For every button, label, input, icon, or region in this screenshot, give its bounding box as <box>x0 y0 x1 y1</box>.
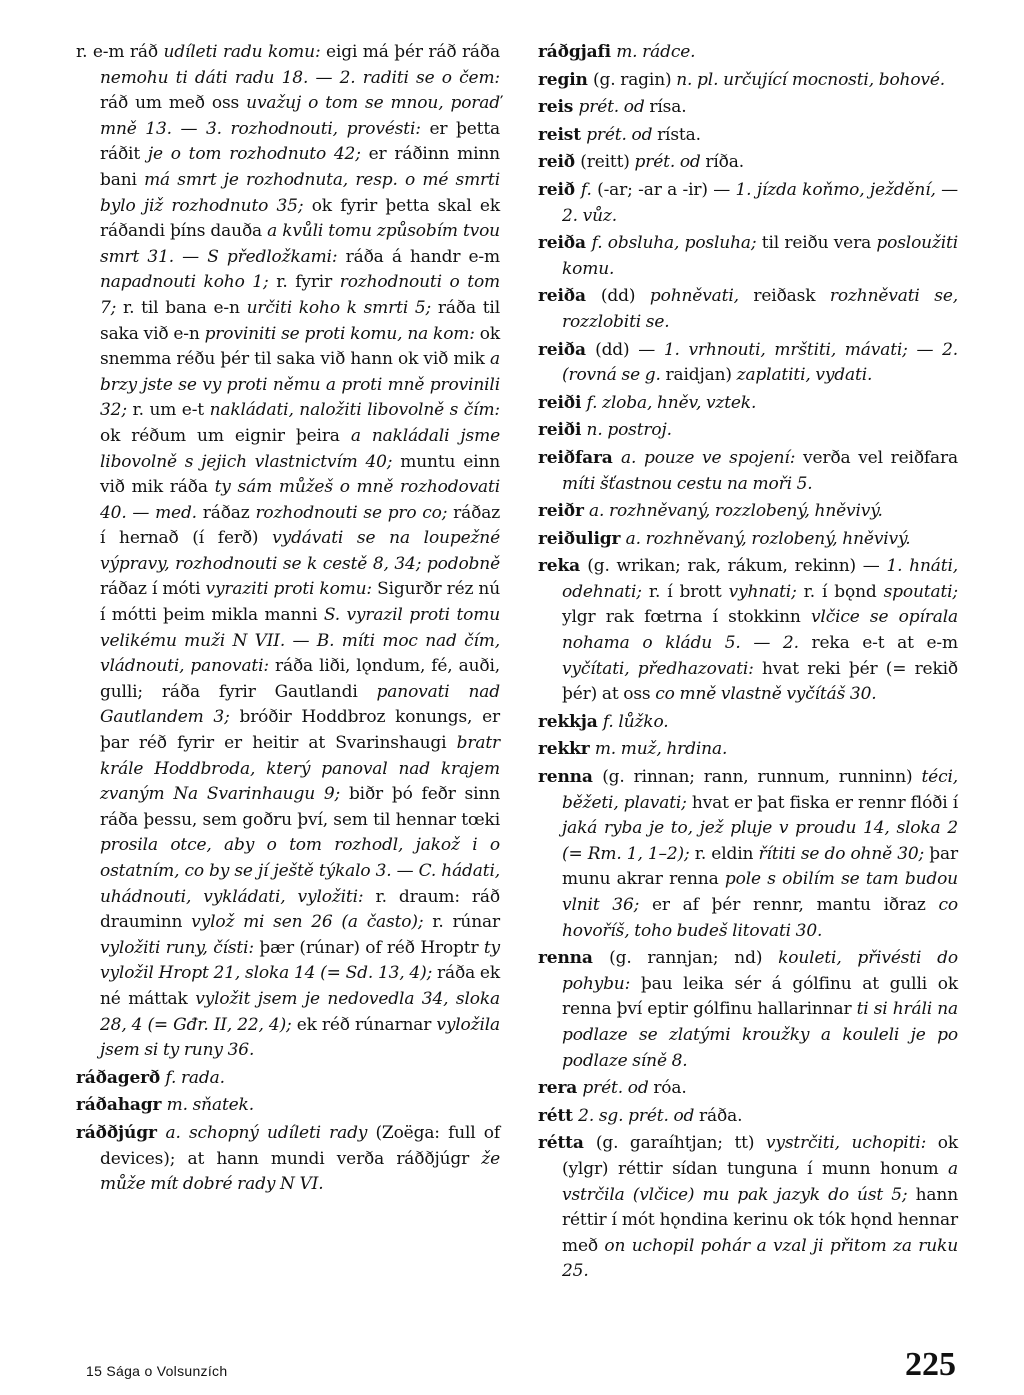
icelandic-text: (g. garaíhtjan; tt) <box>595 1133 766 1154</box>
dictionary-entry <box>538 40 958 66</box>
icelandic-text: ok snemma réðu þér til saka við hann ok við mik <box>100 323 500 370</box>
headword: reiði <box>538 392 587 413</box>
headword: reiði <box>538 420 587 441</box>
dictionary-entry <box>538 946 958 1074</box>
headword: ráðgjafi <box>538 42 617 62</box>
czech-gloss: on uchopil pohár a vzal ji přitom za ruku 25. <box>562 1235 958 1282</box>
icelandic-text: til reiðu vera <box>761 233 877 254</box>
czech-gloss: udíleti radu komu: <box>163 42 327 62</box>
icelandic-text: r. e-m ráð <box>76 42 164 62</box>
icelandic-text: reiðask <box>753 286 830 307</box>
icelandic-text: hvat reki þér (= rekið þér) at oss <box>562 658 958 705</box>
dictionary-entry <box>538 710 958 736</box>
dictionary-entry <box>538 418 958 444</box>
czech-gloss: a. rozhněvaný, rozlobený, hněvivý. <box>625 528 911 549</box>
czech-gloss: nakládati, naložiti libovolně s čím: <box>209 400 500 421</box>
czech-gloss: vyložit jsem je nedovedla 34, sloka 28, 4 (= Gđr. II, 22, 4); <box>100 988 500 1035</box>
dictionary-entry <box>538 1076 958 1102</box>
czech-gloss: vylož mi sen 26 (a často); <box>191 912 433 933</box>
headword: rétta <box>538 1133 596 1154</box>
czech-gloss: f. <box>580 179 598 200</box>
headword: rekkja <box>538 711 603 732</box>
icelandic-text: r. rúnar <box>432 912 500 933</box>
headword: reist <box>538 124 587 145</box>
czech-gloss: uvažuj o tom se mnou, poraď mně 13. — 3. rozhodnouti, provésti: <box>100 93 500 139</box>
dictionary-entry <box>538 737 958 763</box>
icelandic-text: Sigurðr réz nú í mótti þeim mikla manni <box>100 579 500 626</box>
czech-gloss: pohněvati, <box>649 286 754 307</box>
czech-gloss: je o tom rozhodnuto 42; <box>147 144 369 165</box>
icelandic-text: ráða liði, lǫndum, fé, auði, gulli; ráða fyrir Gautlandi <box>100 656 500 702</box>
icelandic-text: r. í brott <box>648 581 729 602</box>
czech-gloss: vlčice se opírala nohama o kládu 5. — 2. <box>562 607 959 654</box>
czech-gloss: co mně vlastně vyčítáš 30. <box>655 684 877 705</box>
czech-gloss: má smrt je rozhodnuta, resp. o mé smrti bylo již rozhodnuto 35; <box>100 169 501 216</box>
czech-gloss: napadnouti koho 1; <box>100 272 277 293</box>
dictionary-entry <box>538 1131 958 1285</box>
czech-gloss: m. sňatek. <box>166 1095 254 1116</box>
headword: reiðuligr <box>538 528 626 549</box>
czech-gloss: ti si hráli na podlaze se zlatými kroužky a kouleli je po podlaze síně 8. <box>562 999 958 1071</box>
czech-gloss: proviniti se proti komu, na kom: <box>204 323 480 344</box>
czech-gloss: f. obsluha, posluha; <box>591 233 762 254</box>
icelandic-text: ráða á handr e-m <box>345 246 500 267</box>
icelandic-text: ráða. <box>699 1105 743 1126</box>
czech-gloss: vyčítati, předhazovati: <box>562 658 763 679</box>
czech-gloss: 1. jízda koňmo, ježdění, — 2. vůz. <box>562 179 958 226</box>
czech-gloss: prét. od <box>634 152 706 173</box>
headword: reiða <box>538 339 596 360</box>
czech-gloss: f. zloba, hněv, vztek. <box>586 392 757 413</box>
dictionary-entry <box>538 765 958 944</box>
czech-gloss: m. rádce. <box>616 42 696 62</box>
icelandic-text: (Zoëga: full of devices); at hann mundi verða ráððjúgr <box>100 1122 501 1169</box>
dictionary-entry <box>538 123 958 149</box>
headword: reiðr <box>538 501 590 522</box>
icelandic-text: r. um e-t <box>132 400 210 421</box>
headword: reið <box>538 179 581 200</box>
icelandic-text: er þetta ráðit <box>100 118 500 165</box>
icelandic-text: r. eldin <box>694 843 759 864</box>
czech-gloss: prét. od <box>586 124 658 145</box>
headword: reiða <box>538 286 601 307</box>
headword: reis <box>538 97 579 118</box>
icelandic-text: bróðir Hoddbroz konungs, er þar réð fyrir er heitir at Svarinshaugi <box>100 707 500 754</box>
czech-gloss: ty sám můžeš o mně rozhodovati 40. — med. <box>100 477 500 523</box>
headword: reiða <box>538 233 592 254</box>
czech-gloss: 1. vrhnouti, mrštiti, mávati; — 2. (rovná se g. <box>562 339 958 386</box>
icelandic-text: ráð um með oss <box>100 93 247 114</box>
czech-gloss: prosila otce, aby o tom rozhodl, jakož i o ostatním, co by se jí ještě týkalo 3. — C. hádati, uhádnouti, vykládati, vyložiti: <box>100 835 500 907</box>
dictionary-entry <box>538 68 958 94</box>
icelandic-text: r. fyrir <box>276 272 340 293</box>
icelandic-text: r. í bǫnd <box>803 581 884 602</box>
icelandic-text: (dd) — <box>595 339 664 360</box>
czech-gloss: a kvůli tomu způsobím tvou smrt 31. — S předložkami: <box>100 221 500 267</box>
left-column <box>76 40 500 1198</box>
dictionary-entry <box>538 1104 958 1130</box>
icelandic-text: verða vel reiðfara <box>803 447 958 468</box>
dictionary-entry <box>76 1121 500 1198</box>
icelandic-text: raidjan) <box>665 365 737 386</box>
icelandic-text: ráða til saka við e-n <box>100 297 500 344</box>
czech-gloss: f. rada. <box>165 1067 225 1088</box>
icelandic-text: hvat er þat fiska er rennr flóði í <box>691 792 958 813</box>
icelandic-text: (-ar; -ar a -ir) — <box>597 179 736 200</box>
dictionary-entry <box>538 150 958 176</box>
czech-gloss: že může mít dobré rady N VI. <box>100 1148 500 1195</box>
headword: renna <box>538 948 610 969</box>
czech-gloss: n. postroj. <box>586 420 672 441</box>
dictionary-entry <box>76 1066 500 1092</box>
czech-gloss: vydávati se na loupežné výpravy, rozhodnouti se k cestě 8, 34; podobně <box>100 528 500 574</box>
right-column <box>538 40 958 1285</box>
czech-gloss: S. vyrazil proti tomu velikému muži N VII. — B. míti moc nad čím, vládnouti, panovati: <box>100 605 500 677</box>
icelandic-text: rísa. <box>649 97 687 118</box>
czech-gloss: a. schopný udíleti rady <box>165 1122 376 1143</box>
dictionary-entry <box>538 231 958 282</box>
headword: regin <box>538 69 593 90</box>
czech-gloss: řítiti se do ohně 30; <box>758 843 930 864</box>
czech-gloss: vyložila jsem si ty runy 36. <box>100 1014 501 1061</box>
headword: reið <box>538 152 581 173</box>
icelandic-text: ok (ylgr) réttir sídan tunguna í munn honum <box>562 1133 958 1179</box>
dictionary-entry <box>538 284 958 335</box>
czech-gloss: pole s obilím se tam budou vlnit 36; <box>562 869 958 915</box>
icelandic-text: róa. <box>653 1078 687 1099</box>
dictionary-entry <box>538 446 958 497</box>
czech-gloss: 2. sg. prét. od <box>578 1105 700 1126</box>
czech-gloss: f. lůžko. <box>602 711 669 732</box>
dictionary-entry <box>76 1093 500 1119</box>
headword: rétt <box>538 1105 579 1126</box>
icelandic-text: reka e-t at e-m <box>811 633 958 654</box>
dictionary-entry <box>538 338 958 389</box>
headword: ráððjúgr <box>76 1122 166 1143</box>
icelandic-text: þar munu akrar renna <box>562 843 958 890</box>
czech-gloss: panovati nad Gautlandem 3; <box>100 681 501 728</box>
headword: renna <box>538 767 603 788</box>
dictionary-entry <box>76 40 500 1064</box>
headword: ráðahagr <box>76 1095 167 1116</box>
dictionary-entry <box>538 178 958 229</box>
czech-gloss: vyraziti proti komu: <box>205 579 378 600</box>
czech-gloss: jaká ryba je to, jež pluje v proudu 14, sloka 2 (= Rm. 1, 1–2); <box>562 818 958 864</box>
dictionary-entry <box>538 499 958 525</box>
czech-gloss: rozhodnouti se pro co; <box>255 502 454 523</box>
icelandic-text: rísta. <box>657 124 701 145</box>
czech-gloss: a vstrčila (vlčice) mu pak jazyk do úst 5; <box>562 1158 958 1205</box>
icelandic-text: biðr þó feðr sinn ráða þessu, sem goðru því, sem til hennar tœki <box>100 784 500 830</box>
icelandic-text: (dd) <box>600 286 650 307</box>
icelandic-text: ylgr rak fœtrna í stokkinn <box>562 607 811 628</box>
czech-gloss: kouleti, přivésti do pohybu: <box>562 948 958 994</box>
czech-gloss: téci, běžeti, plavati; <box>562 767 958 813</box>
icelandic-text: ráðaz <box>202 502 256 523</box>
icelandic-text: þau leika sér á gólfinu at gulli ok renna því eptir gólfinu hallarinnar <box>562 973 958 1020</box>
headword: rekkr <box>538 739 595 760</box>
dictionary-entry <box>538 391 958 417</box>
icelandic-text: muntu einn við mik ráða <box>100 451 500 498</box>
czech-gloss: rozhněvati se, rozzlobiti se. <box>562 286 958 332</box>
czech-gloss: a. pouze ve spojení: <box>620 447 804 468</box>
czech-gloss: a. rozhněvaný, rozzlobený, hněvivý. <box>589 501 883 522</box>
icelandic-text: r. til bana e-n <box>123 297 247 318</box>
headword: ráðagerð <box>76 1067 166 1088</box>
icelandic-text: (g. ragin) <box>593 69 677 90</box>
czech-gloss: rozhodnouti o tom 7; <box>100 272 500 318</box>
icelandic-text: ráðaz í hernað (í ferð) <box>100 502 501 549</box>
icelandic-text: (g. wrikan; rak, rákum, rekinn) — <box>587 556 887 577</box>
czech-gloss: n. pl. určující mocnosti, bohové. <box>676 69 946 90</box>
icelandic-text: (g. rannjan; nd) <box>609 948 779 969</box>
czech-gloss: m. muž, hrdina. <box>594 739 728 760</box>
headword: rera <box>538 1078 583 1099</box>
icelandic-text: (reitt) <box>580 152 635 173</box>
icelandic-text: er af þér rennr, mantu iðraz <box>651 895 939 915</box>
czech-gloss: vyložiti runy, čísti: <box>100 937 260 958</box>
icelandic-text: r. draum: ráð drauminn <box>100 886 500 933</box>
czech-gloss: vyhnati; <box>728 581 804 602</box>
czech-gloss: prét. od <box>582 1078 654 1099</box>
czech-gloss: vystrčiti, uchopiti: <box>765 1133 938 1154</box>
czech-gloss: co hovoříš, toho budeš litovati 30. <box>562 895 958 941</box>
czech-gloss: ty vyložil Hropt 21, sloka 14 (= Sd. 13, 4); <box>100 937 501 984</box>
icelandic-text: þær (rúnar) of réð Hroptr <box>259 937 484 958</box>
czech-gloss: a brzy jste se vy proti němu a proti mně provinili 32; <box>100 349 500 421</box>
icelandic-text: er ráðinn minn bani <box>100 144 500 190</box>
page-number: 225 <box>905 1346 956 1383</box>
dictionary-entry <box>538 95 958 121</box>
czech-gloss: a nakládali jsme libovolně s jejich vlastnictvím 40; <box>100 425 500 472</box>
czech-gloss: nemohu ti dáti radu 18. — 2. raditi se o čem: <box>100 67 500 88</box>
czech-gloss: spoutati; <box>883 581 958 602</box>
czech-gloss: určiti koho k smrti 5; <box>246 297 438 318</box>
headword: reka <box>538 556 588 577</box>
czech-gloss: posloužiti komu. <box>562 233 959 279</box>
icelandic-text: hann réttir í mót hǫndina kerinu ok tók hǫnd hennar með <box>562 1184 958 1256</box>
czech-gloss: prét. od <box>578 97 650 118</box>
czech-gloss: míti šťastnou cestu na moři 5. <box>562 473 813 494</box>
icelandic-text: ok fyrir þetta skal ek ráðandi þíns dauða <box>100 195 500 242</box>
czech-gloss: 1. hnáti, odehnati; <box>562 556 958 602</box>
dictionary-entry <box>538 527 958 553</box>
footer-note: 15 Sága o Volsunzích <box>86 1363 228 1379</box>
icelandic-text: ráða ek né máttak <box>100 963 500 1009</box>
icelandic-text: ríða. <box>705 152 744 173</box>
dictionary-entry <box>538 554 958 708</box>
headword: reiðfara <box>538 447 621 468</box>
icelandic-text: ok réðum um eignir þeira <box>100 425 351 446</box>
icelandic-text: (g. rinnan; rann, runnum, runninn) <box>602 767 922 788</box>
icelandic-text: ek réð rúnarnar <box>296 1014 437 1035</box>
czech-gloss: bratr krále Hoddbroda, který panoval nad krajem zvaným Na Svarinhaugu 9; <box>100 733 500 805</box>
czech-gloss: zaplatiti, vydati. <box>736 365 873 386</box>
icelandic-text: ráðaz í móti <box>100 579 206 600</box>
icelandic-text: eigi má þér ráð ráða <box>326 42 500 62</box>
